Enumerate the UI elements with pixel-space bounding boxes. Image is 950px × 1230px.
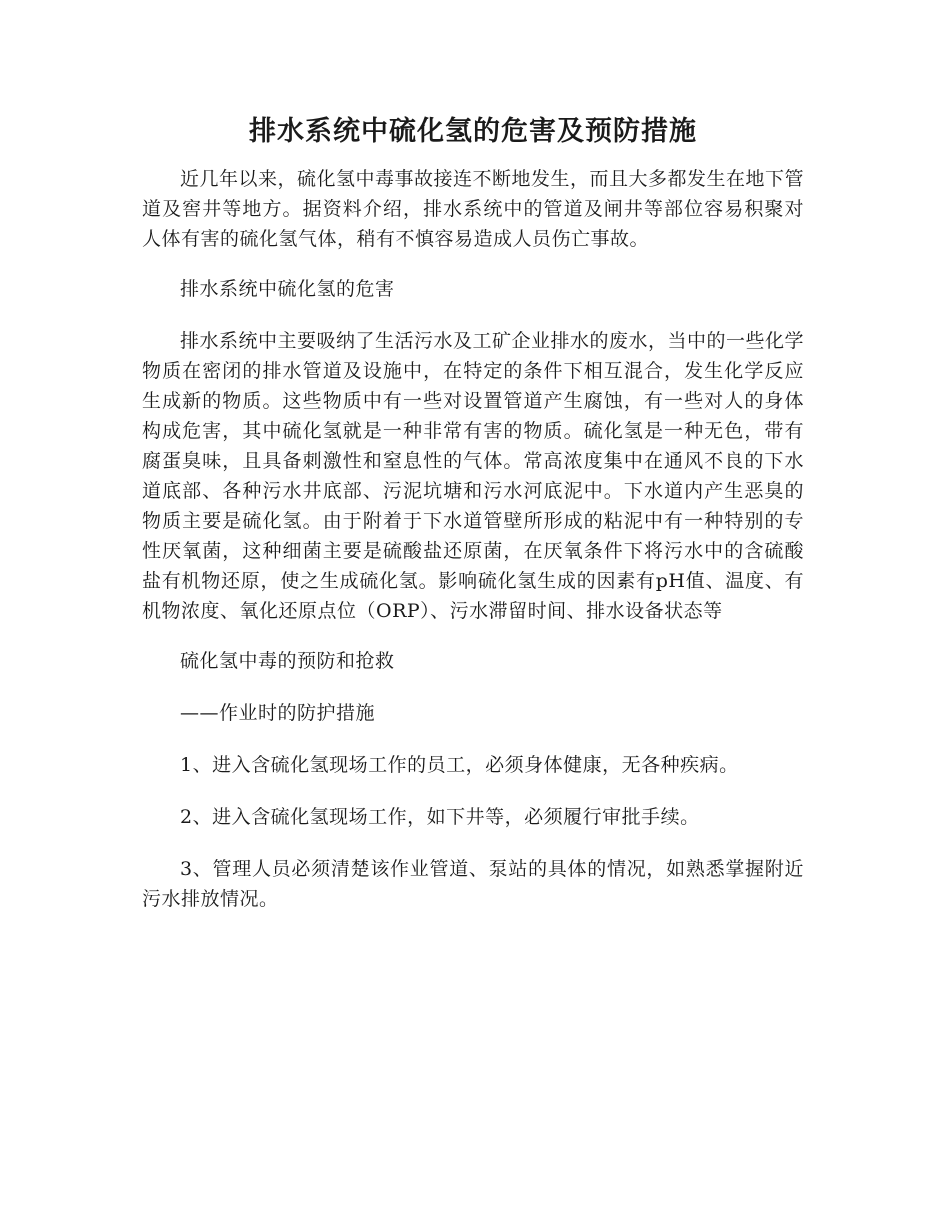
section-heading-hazards: 排水系统中硫化氢的危害 — [180, 278, 395, 300]
subheading-protection-measures: ——作业时的防护措施 — [180, 702, 376, 724]
measure-item-2: 2、进入含硫化氢现场工作，如下井等，必须履行审批手续。 — [180, 806, 700, 828]
measure-item-1: 1、进入含硫化氢现场工作的员工，必须身体健康，无各种疾病。 — [180, 754, 739, 776]
intro-paragraph: 近几年以来，硫化氢中毒事故接连不断地发生，而且大多都发生在地下管道及窖井等地方。据资料介绍，排水系统中的管道及闸井等部位容易积聚对人体有害的硫化氢气体，稍有不慎容易造成人员伤亡事故。 — [142, 168, 805, 250]
document-title: 排水系统中硫化氢的危害及预防措施 — [249, 116, 697, 147]
measure-item-3: 3、管理人员必须清楚该作业管道、泵站的具体的情况，如熟悉掌握附近污水排放情况。 — [142, 858, 804, 910]
section-heading-prevention: 硫化氢中毒的预防和抢救 — [180, 650, 395, 672]
hazards-paragraph: 排水系统中主要吸纳了生活污水及工矿企业排水的废水，当中的一些化学物质在密闭的排水管道及设施中，在特定的条件下相互混合，发生化学反应生成新的物质。这些物质中有一些对设置管道产生腐蚀，有一些对人的身体构成危害，其中硫化氢就是一种非常有害的物质。硫化氢是一种无色，带有腐蛋臭味，且具备刺激性和窒息性的气体。常高浓度集中在通风不良的下水道底部、各种污水井底部、污泥坑塘和污水河底泥中。下水道内产生恶臭的物质主要是硫化氢。由于附着于下水道管壁所形成的粘泥中有一种特别的专性厌氧菌，这种细菌主要是硫酸盐还原菌，在厌氧条件下将污水中的含硫酸盐有机物还原，使之生成硫化氢。影响硫化氢生成的因素有pH值、温度、有机物浓度、氧化还原点位（ORP）、污水滞留时间、排水设备状态等 — [142, 330, 805, 622]
document-page — [142, 110, 804, 934]
